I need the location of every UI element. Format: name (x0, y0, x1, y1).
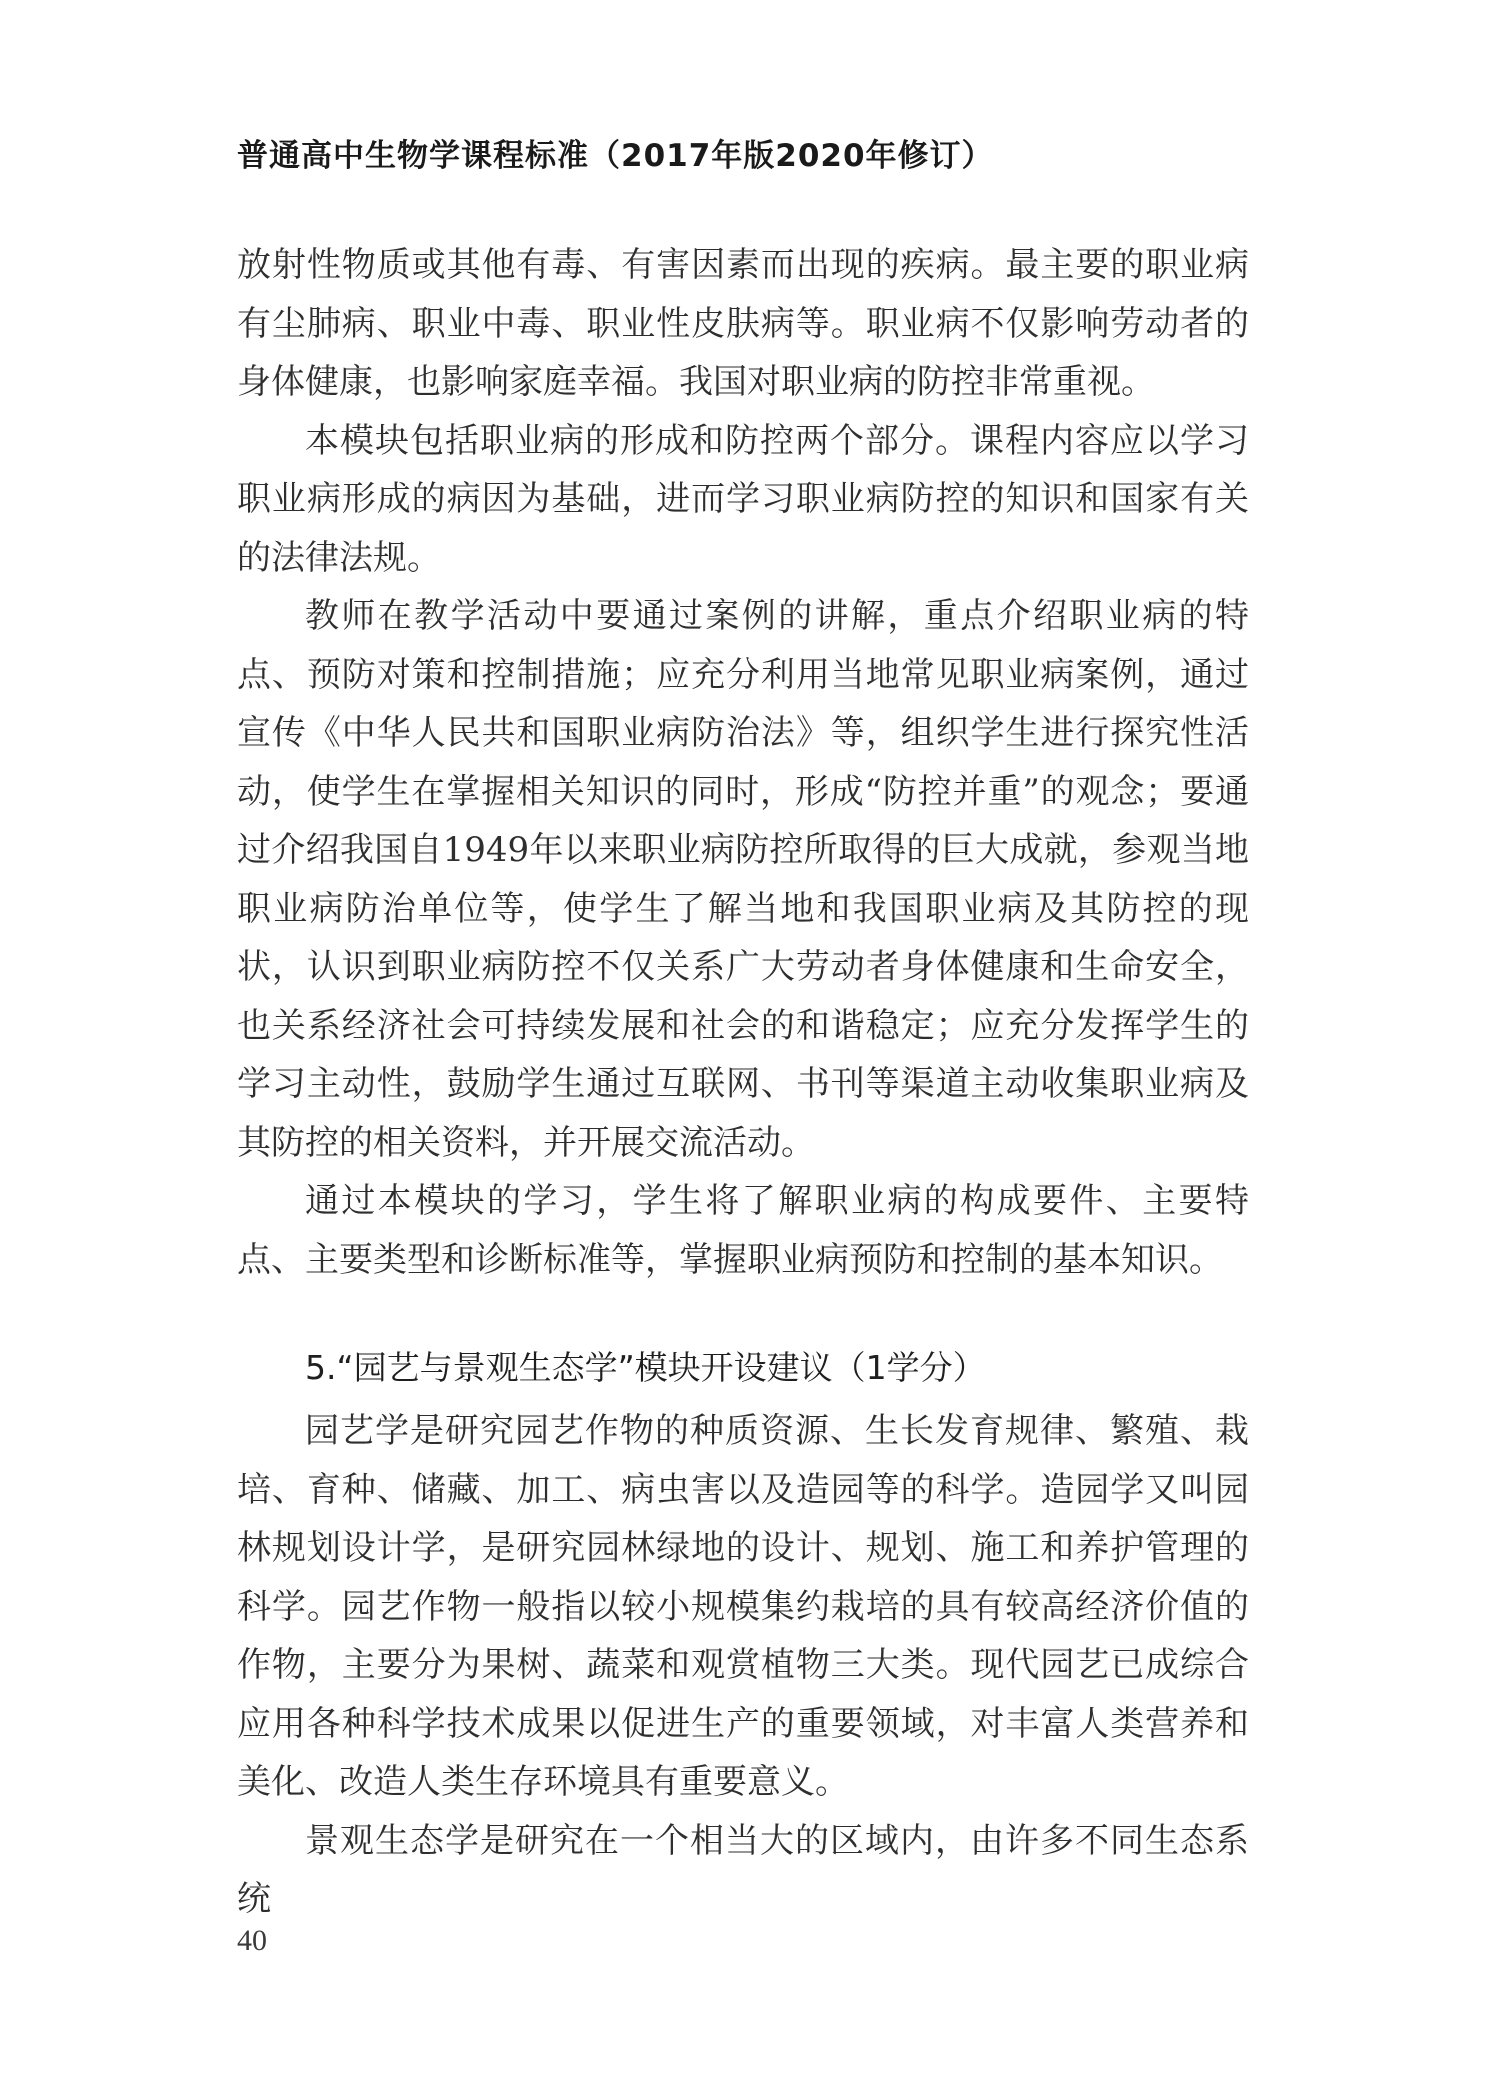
paragraph-2: 本模块包括职业病的形成和防控两个部分。课程内容应以学习职业病形成的病因为基础，进而学习职业病防控的知识和国家有关的法律法规。 (237, 420, 1249, 578)
section-heading: 5.“园艺与景观生态学”模块开设建议（1学分） (305, 1348, 986, 1387)
paragraph-3: 教师在教学活动中要通过案例的讲解，重点介绍职业病的特点、预防对策和控制措施；应充分利用当地常见职业病案例，通过宣传《中华人民共和国职业病防治法》等，组织学生进行探究性活动，使学生在掌握相关知识的同时，形成“防控并重”的观念；要通过介绍我国自1949年以来职业病防控所取得的巨大成就，参观当地职业病防治单位等，使学生了解当地和我国职业病及其防控的现状，认识到职业病防控不仅关系广大劳动者身体健康和生命安全，也关系经济社会可持续发展和社会的和谐稳定；应充分发挥学生的学习主动性，鼓励学生通过互联网、书刊等渠道主动收集职业病及其防控的相关资料，并开展交流活动。 (237, 596, 1249, 1163)
paragraph-1: 放射性物质或其他有毒、有害因素而出现的疾病。最主要的职业病有尘肺病、职业中毒、职业性皮肤病等。职业病不仅影响劳动者的身体健康，也影响家庭幸福。我国对职业病的防控非常重视。 (237, 245, 1249, 402)
running-header: 普通高中生物学课程标准（2017年版2020年修订） (237, 138, 994, 174)
paragraph-5: 园艺学是研究园艺作物的种质资源、生长发育规律、繁殖、栽培、育种、储藏、加工、病虫害以及造园等的科学。造园学又叫园林规划设计学，是研究园林绿地的设计、规划、施工和养护管理的科学。园艺作物一般指以较小规模集约栽培的具有较高经济价值的作物，主要分为果树、蔬菜和观赏植物三大类。现代园艺已成综合应用各种科学技术成果以促进生产的重要领域，对丰富人类营养和美化、改造人类生存环境具有重要意义。 (237, 1411, 1249, 1802)
page-body (237, 236, 1249, 1929)
page-number: 40 (237, 1924, 267, 1957)
paragraph-6: 景观生态学是研究在一个相当大的区域内，由许多不同生态系统 (237, 1820, 1249, 1919)
paragraph-4: 通过本模块的学习，学生将了解职业病的构成要件、主要特点、主要类型和诊断标准等，掌握职业病预防和控制的基本知识。 (237, 1181, 1249, 1280)
